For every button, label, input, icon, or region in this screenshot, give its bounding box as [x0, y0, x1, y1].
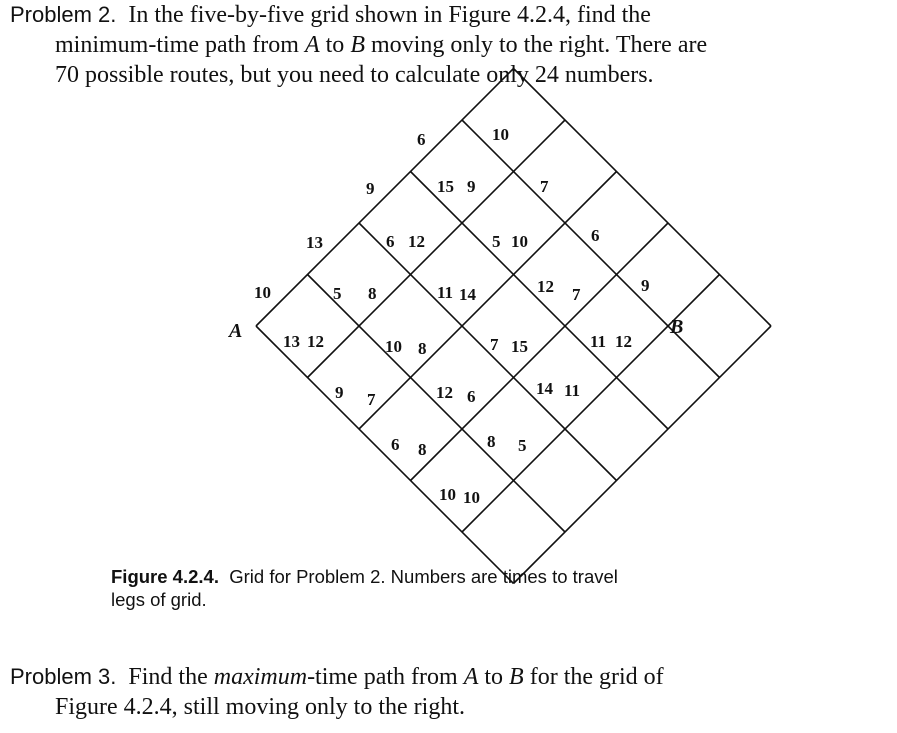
- grid-weight: 15: [511, 337, 528, 356]
- grid-weight: 10: [463, 488, 480, 507]
- problem-3-line-1b: -time path from: [307, 664, 464, 690]
- grid-lines: [256, 69, 771, 584]
- problem-3-line-1d: for the grid of: [523, 664, 664, 690]
- grid-weight: 7: [540, 177, 549, 196]
- caption-line-1: Grid for Problem 2. Numbers are times to travel: [229, 566, 618, 587]
- grid-weight: 6: [467, 387, 476, 406]
- grid-weight: 5: [333, 284, 342, 303]
- problem-3-emphasis: maximum: [213, 664, 308, 690]
- figure-caption: [111, 565, 831, 611]
- problem-2-label: Problem 2.: [10, 2, 117, 27]
- grid-weight: 10: [385, 337, 402, 356]
- grid-weight: 12: [436, 383, 453, 402]
- grid-weight: 10: [254, 283, 271, 302]
- grid-weight: 6: [417, 130, 426, 149]
- problem-2-line-2a: minimum-time path from: [55, 32, 305, 58]
- grid-weight: 6: [391, 435, 400, 454]
- grid-weight: 12: [307, 332, 324, 351]
- grid-weight: 10: [511, 232, 528, 251]
- grid-weight: 6: [386, 232, 395, 251]
- point-b-label: B: [670, 316, 684, 338]
- grid-weight: 13: [283, 332, 300, 351]
- grid-line-ne-1: [308, 275, 566, 533]
- grid-weight: 8: [418, 440, 427, 459]
- grid-weight: 9: [467, 177, 476, 196]
- grid-weight: 5: [518, 436, 527, 455]
- grid-weight: 9: [366, 179, 375, 198]
- problem-2-point-b: B: [350, 32, 365, 58]
- grid-line-ne-0: [256, 326, 514, 584]
- problem-2-line-2c: moving only to the right. There are: [364, 32, 708, 58]
- grid-weight: 7: [572, 285, 581, 304]
- caption-label: Figure 4.2.4.: [111, 566, 219, 587]
- problem-3-label: Problem 3.: [10, 664, 117, 689]
- problem-3-point-a: A: [463, 664, 479, 690]
- grid-weight: 8: [368, 284, 377, 303]
- grid-weight: 9: [641, 276, 650, 295]
- grid-weight: 7: [490, 335, 499, 354]
- grid-weight: 14: [459, 285, 476, 304]
- grid-weight: 9: [335, 383, 344, 402]
- problem-3-line-1c: to: [478, 664, 510, 690]
- grid-weight: 12: [408, 232, 425, 251]
- grid-weight: 8: [487, 432, 496, 451]
- grid-weight: 5: [492, 232, 501, 251]
- grid-weight: 12: [615, 332, 632, 351]
- grid-weight: 13: [306, 233, 323, 252]
- grid-weight: 14: [536, 379, 553, 398]
- grid-line-se-3: [411, 223, 669, 481]
- grid-weight: 15: [437, 177, 454, 196]
- grid-line-se-5: [514, 326, 772, 584]
- problem-2-line-1: In the five-by-five grid shown in Figure 4.2.4, find the: [128, 2, 651, 28]
- problem-3-text: [10, 662, 890, 722]
- grid-weight: 11: [437, 283, 454, 302]
- problem-3-line-1a: Find the: [128, 664, 214, 690]
- grid-weight: 10: [492, 125, 509, 144]
- problem-2-point-a: A: [304, 32, 320, 58]
- grid-weight: 11: [564, 381, 581, 400]
- problem-3-point-b: B: [509, 664, 524, 690]
- problem-3-line-2: Figure 4.2.4, still moving only to the right.: [55, 694, 465, 720]
- problem-2-line-2b: to: [319, 32, 351, 58]
- grid-weight: 6: [591, 226, 600, 245]
- grid-weight: 12: [537, 277, 554, 296]
- grid-line-se-4: [462, 275, 720, 533]
- grid-weight: 7: [367, 390, 376, 409]
- point-a-label: A: [229, 320, 243, 342]
- grid-weight: 10: [439, 485, 456, 504]
- caption-line-2: legs of grid.: [111, 589, 207, 610]
- problem-2-line-3: 70 possible routes, but you need to calculate only 24 numbers.: [55, 62, 654, 88]
- grid-weight: 8: [418, 339, 427, 358]
- grid-weight: 11: [590, 332, 607, 351]
